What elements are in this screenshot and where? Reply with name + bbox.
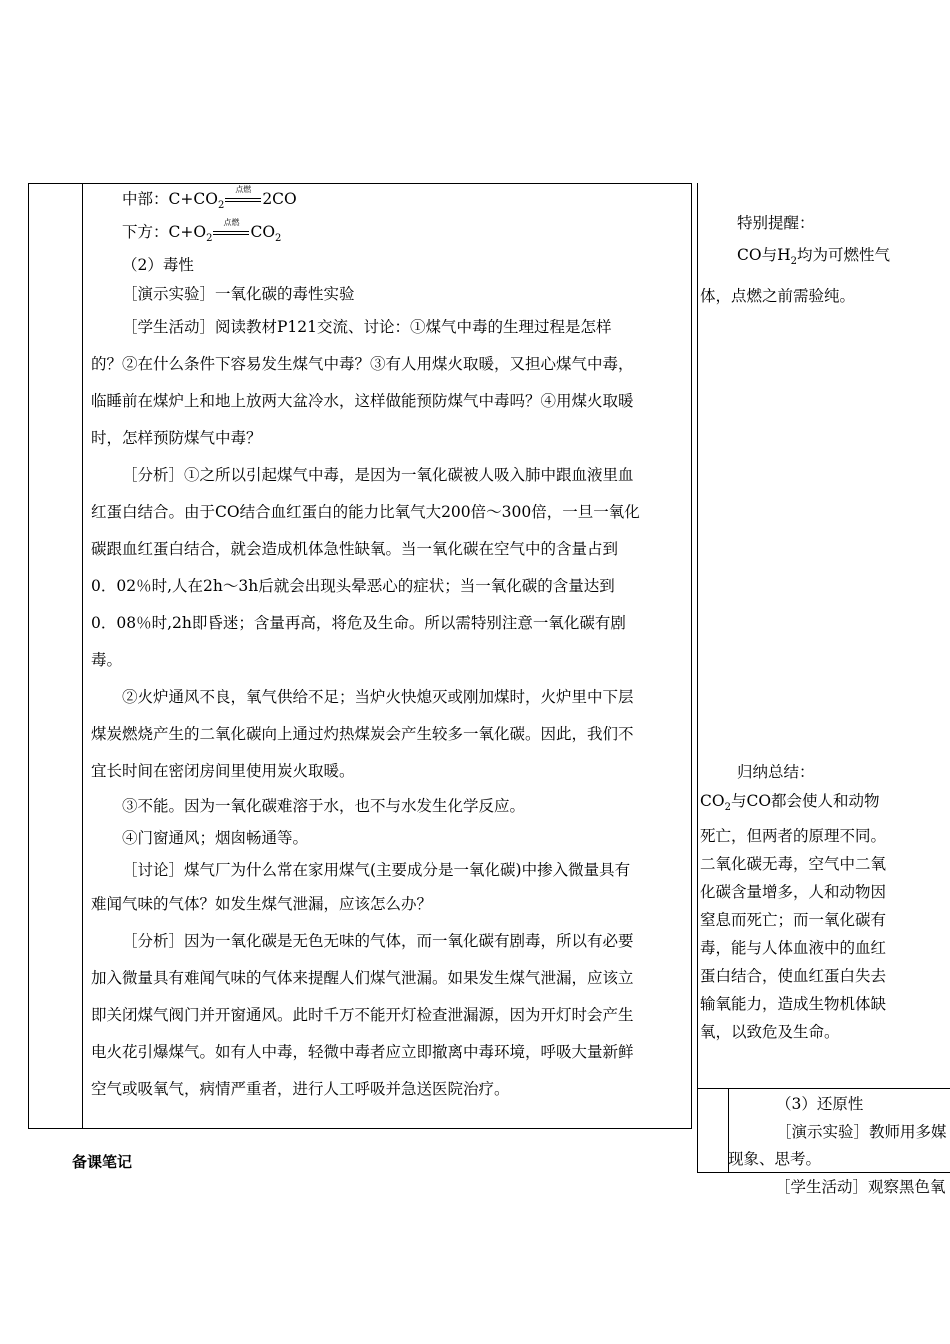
paragraph-line: 加入微量具有难闻气味的气体来提醒人们煤气泄漏。如果发生煤气泄漏，应该立: [91, 969, 634, 988]
paragraph-line: 难闻气味的气体？如发生煤气泄漏，应该怎么办？: [91, 895, 433, 914]
paragraph-line: ［学生活动］观察黑色氧: [775, 1178, 946, 1196]
paragraph-line: ［分析］因为一氧化碳是无色无味的气体，而一氧化碳有剧毒，所以有必要: [122, 932, 634, 951]
summary-text: $CO_2$与CO都会使人和动物: [700, 792, 880, 814]
paragraph-line: ［演示实验］教师用多媒: [776, 1123, 947, 1141]
lesson-content: [91, 186, 687, 1108]
summary-title: 归纳总结：: [737, 763, 815, 781]
summary-text: 二氧化碳无毒，空气中二氧: [700, 855, 887, 874]
paragraph-line: 临睡前在煤炉上和地上放两大盆冷水，这样做能预防煤气中毒吗？④用煤火取暖: [91, 392, 634, 411]
paragraph-line: 的？②在什么条件下容易发生煤气中毒？③有人用煤火取暖，又担心煤气中毒，: [91, 355, 634, 374]
paragraph-line: ②火炉通风不良，氧气供给不足；当炉火快熄灭或刚加煤时，火炉里中下层: [122, 688, 634, 707]
paragraph-line: 电火花引爆煤气。如有人中毒，轻微中毒者应立即撤离中毒环境，呼吸大量新鲜: [91, 1043, 634, 1062]
paragraph-line: 红蛋白结合。由于CO结合血红蛋白的能力比氧气大200倍～300倍，一旦一氧化: [91, 503, 640, 522]
next-section-content: [728, 1090, 950, 1172]
next-section-table: [697, 1088, 950, 1173]
equation-middle: 中部：$C+CO_2$ 点燃 2CO: [122, 185, 297, 212]
reaction-condition: 点燃: [213, 227, 249, 239]
paragraph-line: 0．08％时,2h即昏迷；含量再高，将危及生命。所以需特别注意一氧化碳有剧: [91, 614, 626, 633]
paragraph-line: 碳跟血红蛋白结合，就会造成机体急性缺氧。当一氧化碳在空气中的含量占到: [91, 540, 619, 559]
heading-reducibility: （3）还原性: [776, 1095, 864, 1113]
special-reminder: [700, 208, 910, 313]
summary-text: 输氧能力，造成生物机体缺: [700, 995, 887, 1014]
reminder-text: 体，点燃之前需验纯。: [700, 287, 856, 306]
paragraph-line: 毒。: [91, 651, 123, 670]
summary-text: 毒，能与人体血液中的血红: [700, 939, 887, 958]
demo-experiment: ［演示实验］一氧化碳的毒性实验: [122, 285, 355, 304]
lesson-table: [28, 183, 692, 1129]
paragraph-line: 煤炭燃烧产生的二氧化碳向上通过灼热煤炭会产生较多一氧化碳。因此，我们不: [91, 725, 634, 744]
column-divider: [82, 184, 83, 1128]
paragraph-line: ③不能。因为一氧化碳难溶于水，也不与水发生化学反应。: [122, 797, 526, 816]
summary-text: 化碳含量增多，人和动物因: [700, 883, 887, 902]
summary-note: [700, 757, 910, 1046]
reminder-text: CO与$H_2$均为可燃性气: [737, 246, 890, 268]
equation-lower: 下方：$C+O_2$ 点燃 $CO_2$: [122, 218, 282, 245]
paragraph-line: 现象、思考。: [728, 1150, 822, 1168]
summary-text: 氧，以致危及生命。: [700, 1023, 840, 1042]
paragraph-line: 时，怎样预防煤气中毒？: [91, 429, 262, 448]
paragraph-line: ④门窗通风；烟囱畅通等。: [122, 829, 309, 848]
heading-toxicity: （2）毒性: [122, 256, 194, 275]
summary-text: 窒息而死亡；而一氧化碳有: [700, 911, 887, 930]
paragraph-line: 0．02％时,人在2h～3h后就会出现头晕恶心的症状；当一氧化碳的含量达到: [91, 577, 615, 596]
paragraph-line: 即关闭煤气阀门并开窗通风。此时千万不能开灯检查泄漏源，因为开灯时会产生: [91, 1006, 634, 1025]
paragraph-line: 宜长时间在密闭房间里使用炭火取暖。: [91, 762, 355, 781]
reminder-title: 特别提醒：: [737, 214, 815, 232]
summary-text: 蛋白结合，使血红蛋白失去: [700, 967, 887, 986]
paragraph-line: ［分析］①之所以引起煤气中毒，是因为一氧化碳被人吸入肺中跟血液里血: [122, 466, 634, 485]
summary-text: 死亡，但两者的原理不同。: [700, 827, 887, 846]
paragraph-line: ［学生活动］阅读教材P121交流、讨论：①煤气中毒的生理过程是怎样: [122, 318, 612, 337]
notes-label: 备课笔记: [72, 1153, 133, 1171]
paragraph-line: ［讨论］煤气厂为什么常在家用煤气(主要成分是一氧化碳)中掺入微量具有: [122, 861, 631, 880]
paragraph-line: 空气或吸氧气，病情严重者，进行人工呼吸并急送医院治疗。: [91, 1080, 510, 1099]
reaction-condition: 点燃: [225, 194, 261, 206]
